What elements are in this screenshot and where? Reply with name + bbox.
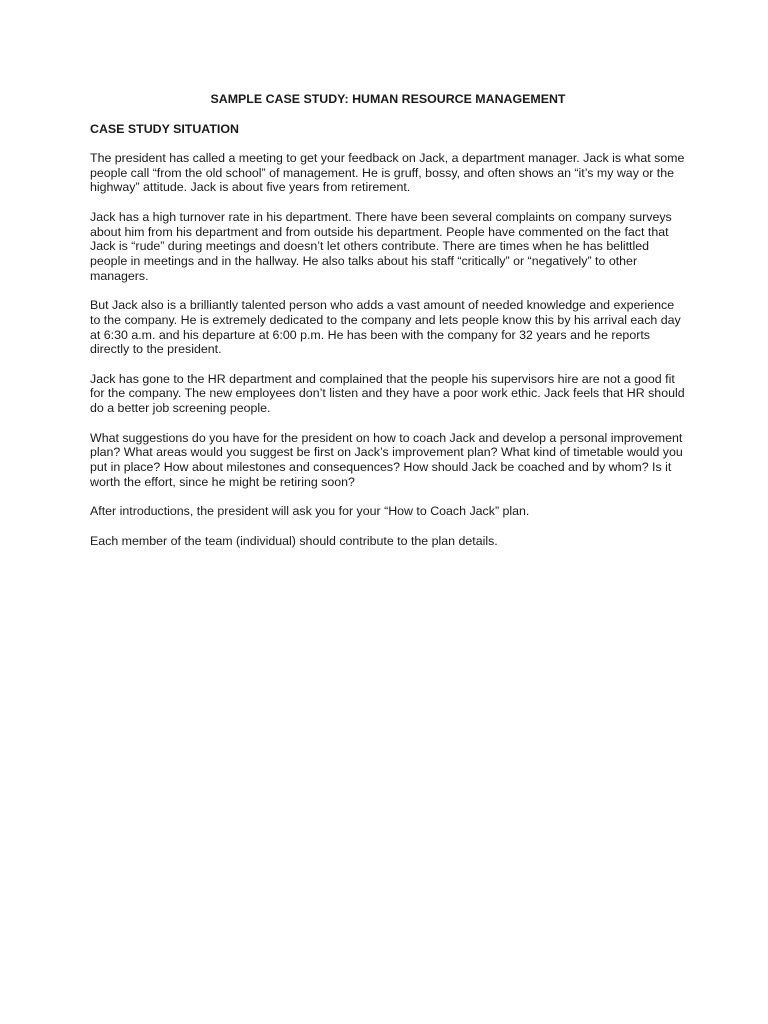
paragraph-2: Jack has a high turnover rate in his department. There have been several complaints on company surveys about him from his department and from outside his department. People have commented on the fact that Jack is “rude” during meetings and doesn’t let others contribute. There are times when he has belittled people in meetings and in the hallway. He also talks about his staff “critically” or “negatively” to other managers. — [90, 210, 672, 283]
paragraph-4: Jack has gone to the HR department and complained that the people his supervisors hire are not a good fit for the company. The new employees don’t listen and they have a poor work ethic. Jack feels that HR should do a better job screening people. — [90, 371, 685, 416]
paragraph-3: But Jack also is a brilliantly talented person who adds a vast amount of needed knowledge and experience to the company. He is extremely dedicated to the company and lets people know this by his arrival each day at 6:30 a.m. and his departure at 6:00 p.m. He has been with the company for 32 years and he reports directly to the president. — [90, 298, 681, 357]
paragraph-6: After introductions, the president will ask you for your “How to Coach Jack” plan. — [90, 504, 530, 519]
paragraph-5: What suggestions do you have for the president on how to coach Jack and develop a personal improvement plan? What areas would you suggest be first on Jack’s improvement plan? What kind of timetable would you put in place? How about milestones and consequences? How should Jack be coached and by whom? Is it worth the effort, since he might be retiring soon? — [90, 430, 683, 489]
document-body — [90, 92, 686, 564]
section-heading: CASE STUDY SITUATION — [90, 121, 239, 136]
paragraph-1: The president has called a meeting to get your feedback on Jack, a department manager. Jack is what some people call “from the old school” of management. He is gruff, bossy, and often shows an “it’s my way or the highway” attitude. Jack is about five years from retirement. — [90, 151, 685, 195]
document-title: SAMPLE CASE STUDY: HUMAN RESOURCE MANAGEMENT — [210, 92, 566, 106]
paragraph-7: Each member of the team (individual) should contribute to the plan details. — [90, 534, 498, 549]
